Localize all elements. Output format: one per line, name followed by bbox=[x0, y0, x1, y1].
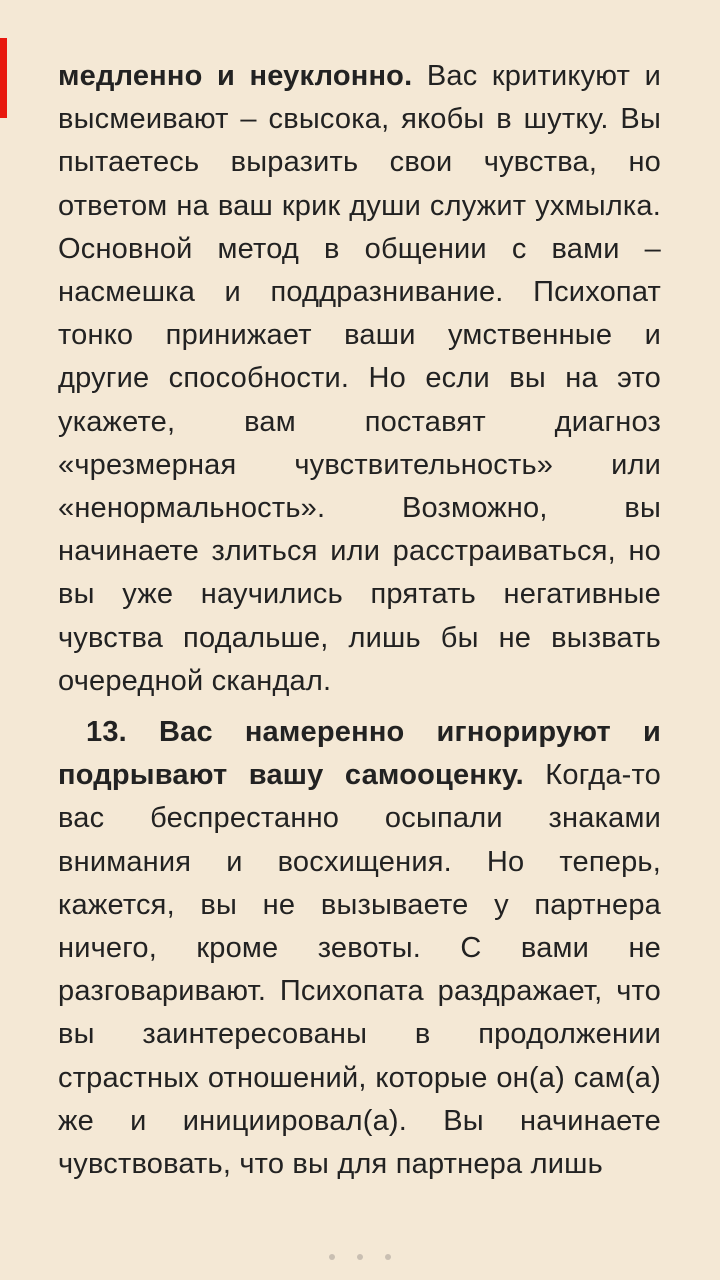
paragraph-text: Когда-то вас беспрестанно осыпали знаками внимания и восхищения. Но теперь, кажется, вы не вызываете у партнера ничего, кроме зевоты. С вами не разговаривают. Психопата раздражает, что вы заинтересованы в продолжении страстных отношений, которые он(а) сам(а) же и инициировал(а). Вы начинаете чувствовать, что вы для партнера лишь bbox=[58, 759, 661, 1181]
paragraph-continuation bbox=[58, 55, 661, 703]
page-dot bbox=[329, 1254, 335, 1260]
bold-item-heading: 13. Вас намеренно игнорируют и подрывают вашу самооценку. bbox=[58, 716, 661, 792]
paragraph-item-13 bbox=[58, 711, 661, 1186]
bookmark-marker bbox=[0, 38, 7, 118]
book-page bbox=[58, 55, 661, 1194]
page-dot bbox=[385, 1254, 391, 1260]
page-indicator bbox=[0, 1254, 720, 1260]
paragraph-text: Вас критикуют и высмеивают – свысока, якобы в шутку. Вы пытаетесь выразить свои чувства, но ответом на ваш крик души служит ухмылка. Основной метод в общении с вами – насмешка и поддразнивание. Психопат тонко принижает ваши умственные и другие способности. Но если вы на это укажете, вам поставят диагноз «чрезмерная чувствительность» или «ненормальность». Возможно, вы начинаете злиться или расстраиваться, но вы уже научились прятать негативные чувства подальше, лишь бы не вызвать очередной скандал. bbox=[58, 60, 661, 697]
page-dot bbox=[357, 1254, 363, 1260]
bold-lead-phrase: медленно и неуклонно. bbox=[58, 60, 413, 92]
